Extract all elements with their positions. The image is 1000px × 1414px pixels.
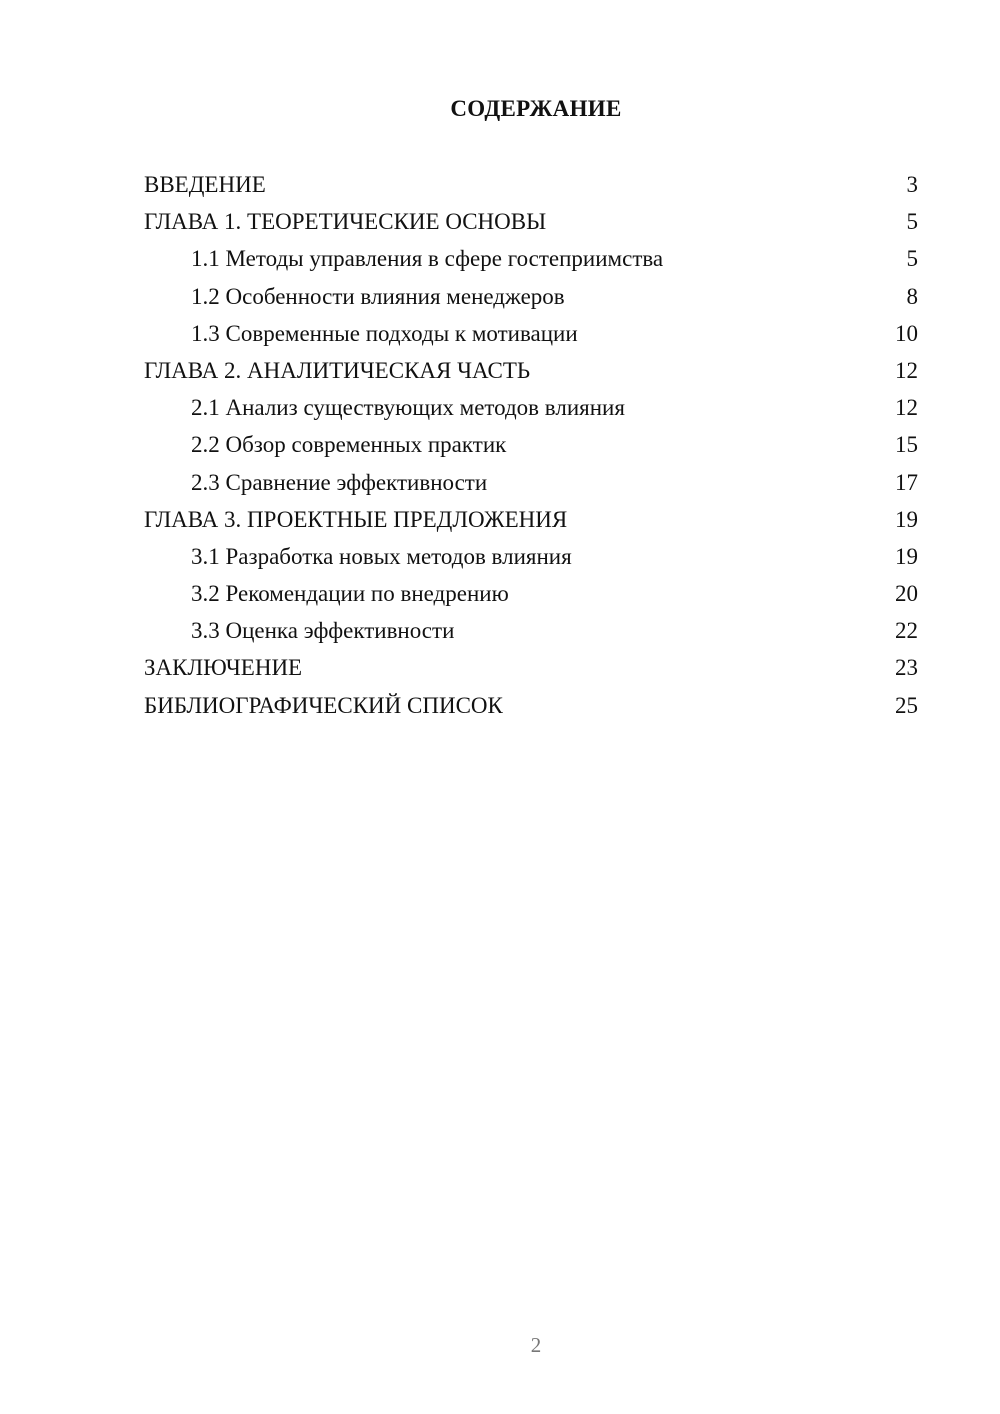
toc-entry-section-3-1[interactable] bbox=[144, 540, 918, 577]
toc-entry-page: 20 bbox=[895, 581, 918, 607]
toc-entry-label: ВВЕДЕНИЕ bbox=[144, 172, 266, 197]
toc-entry-label: БИБЛИОГРАФИЧЕСКИЙ СПИСОК bbox=[144, 692, 503, 718]
toc-entry-label: 1.2 Особенности влияния менеджеров bbox=[191, 283, 565, 309]
toc-entry-page: 5 bbox=[906, 209, 918, 235]
toc-entry-label: ЗАКЛЮЧЕНИЕ bbox=[144, 655, 303, 681]
toc-entry-section-1-3[interactable] bbox=[144, 317, 918, 354]
toc-entry-bibliography[interactable] bbox=[144, 689, 918, 726]
toc-entry-label: 1.1 Методы управления в сфере гостеприимства bbox=[191, 246, 664, 272]
toc-title: СОДЕРЖАНИЕ bbox=[450, 96, 622, 121]
toc-entry-section-1-2[interactable] bbox=[144, 280, 918, 317]
toc-list bbox=[144, 168, 918, 726]
toc-entry-chapter-3[interactable] bbox=[144, 503, 918, 540]
toc-entry-chapter-2[interactable] bbox=[144, 354, 918, 391]
toc-entry-label: 2.3 Сравнение эффективности bbox=[191, 469, 488, 495]
toc-entry-label: ГЛАВА 1. ТЕОРЕТИЧЕСКИЕ ОСНОВЫ bbox=[144, 209, 547, 235]
toc-entry-label: 3.1 Разработка новых методов влияния bbox=[191, 543, 572, 569]
toc-entry-page: 8 bbox=[906, 283, 918, 309]
toc-entry-conclusion[interactable] bbox=[144, 651, 918, 688]
toc-entry-section-2-2[interactable] bbox=[144, 428, 918, 465]
toc-entry-page: 17 bbox=[895, 469, 918, 495]
toc-entry-label: 2.2 Обзор современных практик bbox=[191, 432, 507, 458]
toc-entry-chapter-1[interactable] bbox=[144, 205, 918, 242]
toc-entry-label: ГЛАВА 3. ПРОЕКТНЫЕ ПРЕДЛОЖЕНИЯ bbox=[144, 506, 568, 532]
toc-entry-label: 3.3 Оценка эффективности bbox=[191, 618, 455, 644]
toc-entry-label: 2.1 Анализ существующих методов влияния bbox=[191, 395, 625, 421]
toc-entry-section-2-1[interactable] bbox=[144, 391, 918, 428]
toc-entry-page: 19 bbox=[895, 543, 918, 569]
toc-entry-page: 15 bbox=[895, 432, 918, 458]
toc-entry-page: 25 bbox=[895, 692, 918, 718]
toc-entry-page: 22 bbox=[895, 618, 918, 644]
toc-entry-label: 1.3 Современные подходы к мотивации bbox=[191, 320, 578, 346]
toc-entry-page: 10 bbox=[895, 320, 918, 346]
toc-entry-page: 23 bbox=[895, 655, 918, 681]
toc-entry-section-1-1[interactable] bbox=[144, 242, 918, 279]
toc-entry-section-2-3[interactable] bbox=[144, 466, 918, 503]
toc-entry-introduction[interactable] bbox=[144, 168, 918, 205]
toc-entry-label: 3.2 Рекомендации по внедрению bbox=[191, 581, 509, 607]
page-number: 2 bbox=[530, 1333, 542, 1357]
toc-entry-page: 12 bbox=[895, 395, 918, 421]
toc-entry-page: 12 bbox=[895, 357, 918, 383]
toc-entry-section-3-2[interactable] bbox=[144, 577, 918, 614]
toc-entry-page: 19 bbox=[895, 506, 918, 532]
toc-entry-section-3-3[interactable] bbox=[144, 614, 918, 651]
toc-entry-page: 5 bbox=[906, 246, 918, 272]
toc-entry-label: ГЛАВА 2. АНАЛИТИЧЕСКАЯ ЧАСТЬ bbox=[144, 357, 531, 383]
toc-entry-page: 3 bbox=[906, 172, 918, 197]
